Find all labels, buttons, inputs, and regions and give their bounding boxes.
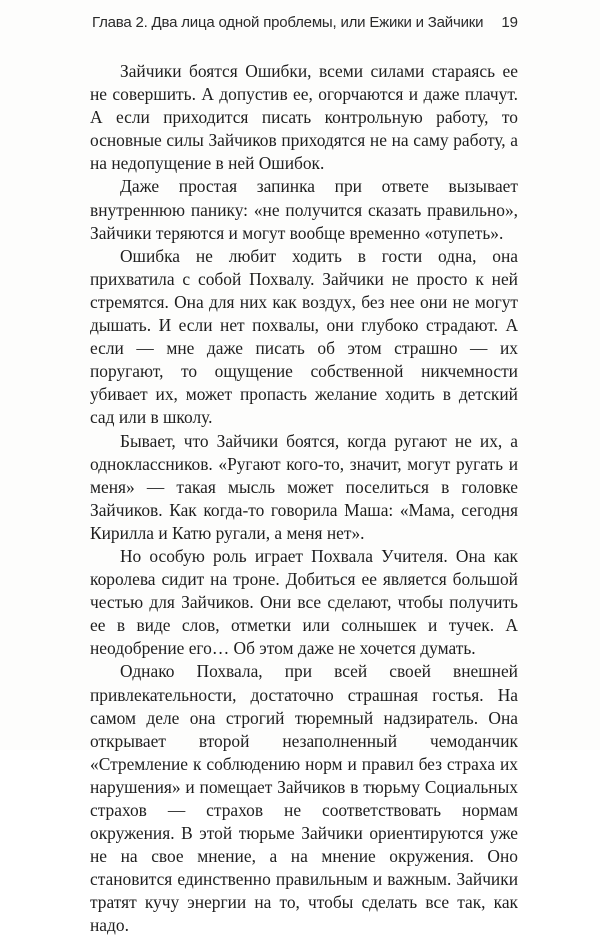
paragraph: Бывает, что Зайчики боятся, когда ругают не их, а одноклассников. «Ругают кого-то, значит, могут ругать и меня» — такая мысль может поселиться в головке Зайчиков. Как когда-то говорила Маша: «Мама, сегодня Кирилла и Катю ругали, а меня нет». <box>90 430 518 543</box>
paragraph: Ошибка не любит ходить в гости одна, она прихватила с собой Похвалу. Зайчики не просто к ней стремятся. Она для них как воздух, без нее они не могут дышать. И если нет похвалы, они глубоко страдают. А если — мне даже писать об этом страшно — их поругают, то ощущение собственной никчемности убивает их, может пропасть желание ходить в детский сад или в школу. <box>90 245 518 428</box>
paragraph: Даже простая запинка при ответе вызывает внутреннюю панику: «не получится сказать правильно», Зайчики теряются и могут вообще временно «отупеть». <box>90 176 518 243</box>
page-number: 19 <box>501 14 518 31</box>
paragraph: Зайчики боятся Ошибки, всеми силами стараясь ее не совершить. А допустив ее, огорчаются и даже плачут. А если приходится писать контрольную работу, то основные силы Зайчиков приходятся не на саму работу, а на недопущение в ней Ошибок. <box>90 61 518 174</box>
paragraph: Однако Похвала, при всей своей внешней привлекательности, достаточно страшная гостья. На самом деле она строгий тюремный надзиратель. Она открывает второй незаполненный чемоданчик «Стремление к соблюдению норм и правил без страха их нарушения» и помещает Зайчиков в тюрьму Социальных страхов — страхов не соответствовать нормам окружения. В этой тюрьме Зайчики ориентируются уже не на свое мнение, а на мнение окружения. Оно становится единственно правильным и важным. Зайчики тратят кучу энергии на то, чтобы сделать все так, как надо. <box>90 661 518 936</box>
chapter-running-head: Глава 2. Два лица одной проблемы, или Ежики и Зайчики <box>92 14 484 31</box>
paragraph: Но особую роль играет Похвала Учителя. Она как королева сидит на троне. Добиться ее является большой честью для Зайчиков. Они все сделают, чтобы получить ее в виде слов, отметки или солнышек и тучек. А неодобрение его… Об этом даже не хочется думать. <box>90 545 518 659</box>
body-text <box>90 60 518 938</box>
